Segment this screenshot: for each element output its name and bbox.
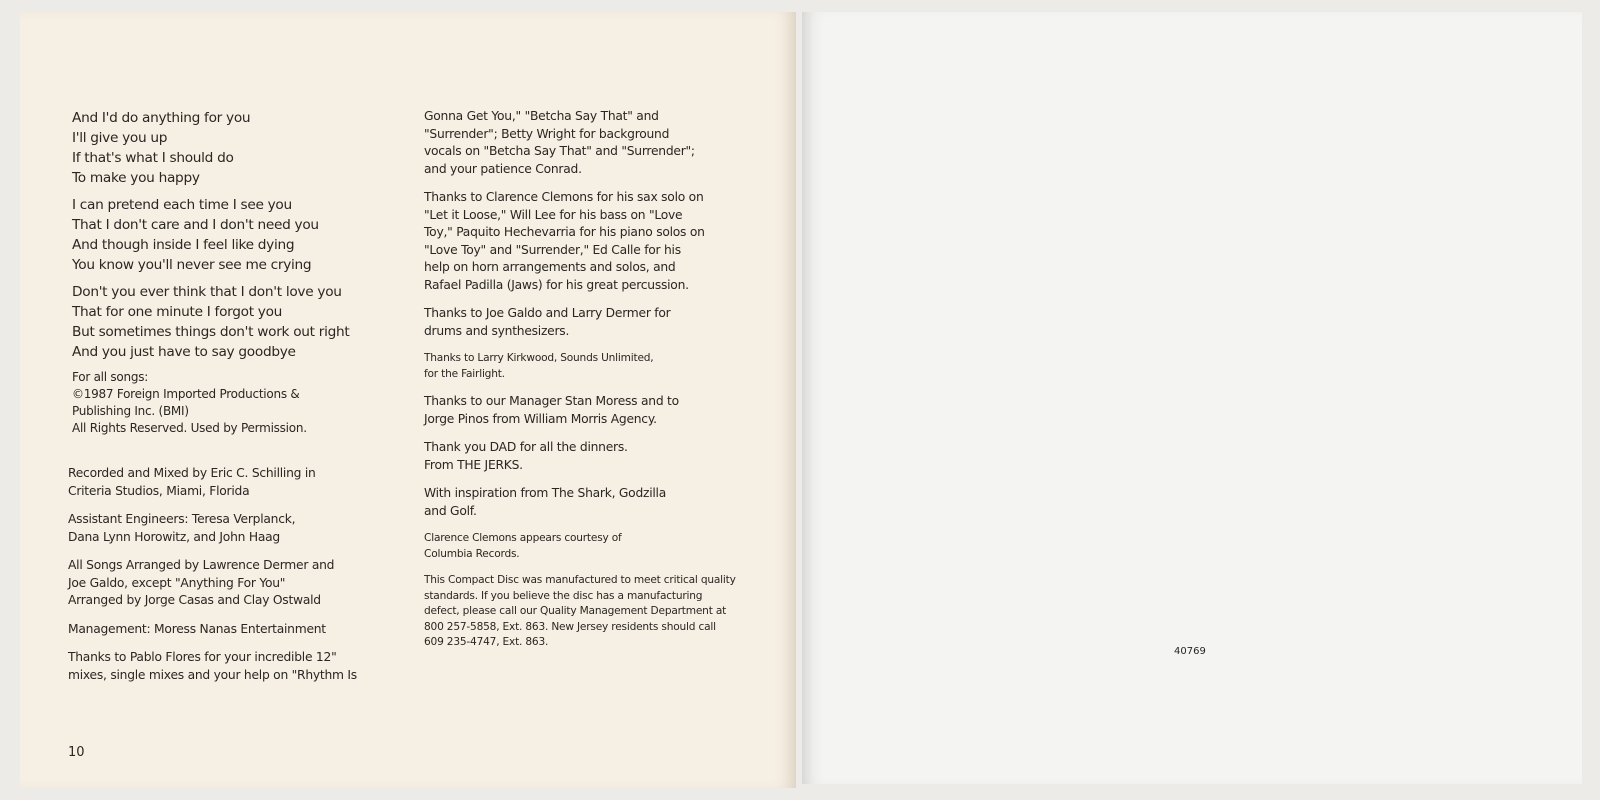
credit-line: Thanks to Pablo Flores for your incredible 12" (68, 650, 337, 664)
acknowledgement-block (424, 485, 754, 520)
middle-column (424, 108, 754, 662)
lyric-line: And you just have to say goodbye (72, 344, 296, 360)
acknowledgement-line: help on horn arrangements and solos, and (424, 260, 676, 274)
copyright-notice (72, 369, 382, 437)
left-page (20, 12, 796, 788)
acknowledgement-line: Thanks to Clarence Clemons for his sax solo on (424, 190, 704, 204)
lyric-line: If that's what I should do (72, 150, 234, 166)
acknowledgement-block (424, 305, 754, 340)
acknowledgement-line: and your patience Conrad. (424, 161, 582, 176)
acknowledgement-line: Rafael Padilla (Jaws) for his great percussion. (424, 277, 689, 292)
acknowledgement-block (424, 393, 754, 428)
acknowledgement-line: Thank you DAD for all the dinners. (424, 440, 628, 454)
acknowledgement-line: Gonna Get You," "Betcha Say That" and (424, 109, 659, 123)
lyric-stanza (72, 108, 382, 188)
credit-line: Criteria Studios, Miami, Florida (68, 483, 250, 498)
acknowledgement-line: Jorge Pinos from William Morris Agency. (424, 411, 657, 426)
acknowledgement-line: 800 257-5858, Ext. 863. New Jersey residents should call (424, 620, 716, 633)
credit-line: Assistant Engineers: Teresa Verplanck, (68, 512, 296, 526)
acknowledgement-line: defect, please call our Quality Management Department at (424, 605, 727, 617)
acknowledgement-line: Columbia Records. (424, 547, 520, 560)
lyrics (72, 108, 382, 362)
lyric-line: But sometimes things don't work out right (72, 324, 350, 340)
credit-line: Management: Moress Nanas Entertainment (68, 621, 326, 636)
acknowledgement-line: Thanks to our Manager Stan Moress and to (424, 394, 679, 408)
credit-block (68, 621, 382, 639)
acknowledgement-block (424, 531, 754, 562)
acknowledgement-line: Toy," Paquito Hechevarria for his piano solos on (424, 225, 705, 239)
acknowledgement-line: and Golf. (424, 503, 477, 518)
acknowledgement-line: vocals on "Betcha Say That" and "Surrender"; (424, 144, 695, 158)
acknowledgement-line: Thanks to Larry Kirkwood, Sounds Unlimited, (424, 352, 654, 364)
acknowledgement-line: This Compact Disc was manufactured to meet critical quality (424, 574, 736, 586)
credit-line: All Songs Arranged by Lawrence Dermer and (68, 558, 335, 572)
lyric-line: Don't you ever think that I don't love you (72, 284, 342, 300)
lyric-line: To make you happy (72, 170, 200, 186)
left-column (68, 108, 382, 695)
credit-line: Joe Galdo, except "Anything For You" (68, 575, 286, 590)
lyric-line: That I don't care and I don't need you (72, 217, 319, 233)
lyric-line: And though inside I feel like dying (72, 237, 295, 253)
acknowledgement-line: for the Fairlight. (424, 367, 505, 380)
acknowledgement-line: "Love Toy" and "Surrender," Ed Calle for his (424, 242, 681, 257)
lyric-line: I can pretend each time I see you (72, 197, 292, 213)
credits (68, 465, 382, 684)
credit-line: Dana Lynn Horowitz, and John Haag (68, 529, 280, 544)
credit-block (68, 557, 382, 610)
lyric-line: You know you'll never see me crying (72, 257, 312, 273)
page-number: 10 (68, 745, 85, 760)
acknowledgement-block (424, 189, 754, 294)
acknowledgement-line: Thanks to Joe Galdo and Larry Dermer for (424, 306, 671, 320)
lyric-line: I'll give you up (72, 130, 168, 146)
acknowledgement-line: "Let it Loose," Will Lee for his bass on "Love (424, 207, 683, 222)
acknowledgement-line: "Surrender"; Betty Wright for background (424, 126, 670, 141)
acknowledgement-line: From THE JERKS. (424, 457, 523, 472)
lyric-stanza (72, 282, 382, 362)
acknowledgement-block (424, 439, 754, 474)
credit-line: mixes, single mixes and your help on "Rhythm Is (68, 667, 357, 682)
acknowledgement-block (424, 573, 754, 651)
copyright-line: All Rights Reserved. Used by Permission. (72, 421, 307, 435)
credit-line: Recorded and Mixed by Eric C. Schilling in (68, 466, 316, 480)
right-page (802, 12, 1582, 784)
copyright-line: ©1987 Foreign Imported Productions & (72, 387, 300, 401)
credit-line: Arranged by Jorge Casas and Clay Ostwald (68, 593, 321, 607)
lyric-line: And I'd do anything for you (72, 110, 251, 126)
lyric-line: That for one minute I forgot you (72, 304, 283, 320)
acknowledgement-line: 609 235-4747, Ext. 863. (424, 636, 549, 648)
credit-block (68, 465, 382, 500)
credit-block (68, 649, 382, 684)
acknowledgements (424, 108, 754, 651)
acknowledgement-line: With inspiration from The Shark, Godzilla (424, 486, 667, 500)
catalog-number: 40769 (1174, 646, 1206, 657)
credit-block (68, 511, 382, 546)
acknowledgement-line: Clarence Clemons appears courtesy of (424, 532, 622, 544)
copyright-line: Publishing Inc. (BMI) (72, 404, 189, 418)
acknowledgement-block (424, 351, 754, 382)
acknowledgement-line: drums and synthesizers. (424, 323, 570, 338)
acknowledgement-block (424, 108, 754, 178)
lyric-stanza (72, 195, 382, 275)
acknowledgement-line: standards. If you believe the disc has a manufacturing (424, 589, 703, 602)
copyright-line: For all songs: (72, 370, 149, 384)
